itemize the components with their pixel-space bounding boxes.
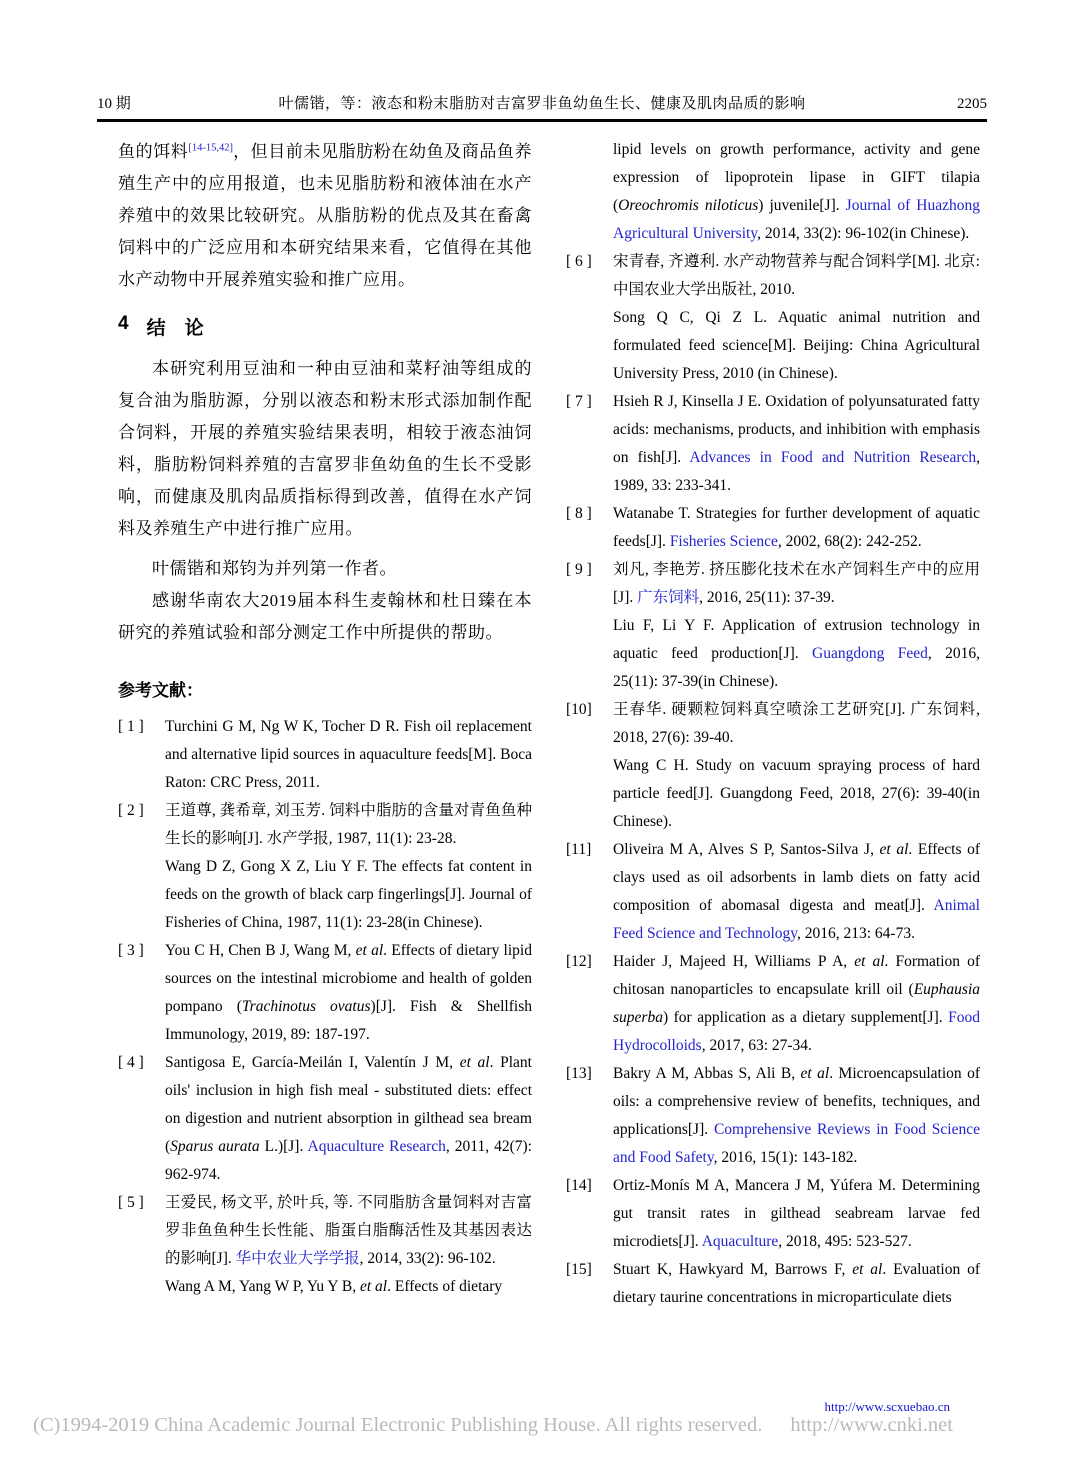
text-segment: . Formation of chitosan nanoparticles to encapsulate krill oil ( bbox=[613, 953, 980, 998]
reference-citation bbox=[613, 388, 980, 500]
text-segment: Wang C H. Study on vacuum spraying process of hard particle feed[J]. Guangdong Feed, 2018, 27(6): 39-40(in Chinese). bbox=[613, 757, 980, 830]
reference-number: [11] bbox=[566, 841, 592, 858]
reference-item bbox=[566, 388, 980, 500]
text-segment: L.)[J]. bbox=[259, 1138, 308, 1155]
reference-citation bbox=[165, 797, 532, 853]
text-segment: Bakry A M, Abbas S, Ali B, bbox=[613, 1065, 801, 1082]
copyright-footer bbox=[33, 1414, 953, 1437]
text-segment: Oreochromis niloticus bbox=[618, 197, 759, 214]
reference-citation bbox=[613, 136, 980, 248]
reference-item bbox=[566, 696, 980, 836]
text-segment: Euphausia superba bbox=[613, 981, 980, 1026]
acknowledgment-note: 感谢华南农大2019届本科生麦翰林和杜日臻在本研究的养殖试验和部分测定工作中所提供的帮助。 bbox=[118, 591, 532, 642]
reference-body bbox=[165, 1049, 532, 1189]
reference-body bbox=[613, 1256, 980, 1312]
journal-link[interactable]: Aquaculture Research bbox=[307, 1138, 446, 1155]
reference-number: [13] bbox=[566, 1065, 592, 1082]
reference-citation bbox=[165, 1273, 532, 1301]
text-segment: 王春华. 硬颗粒饲料真空喷涂工艺研究[J]. 广东饲料, 2018, 27(6): 39-40. bbox=[613, 701, 980, 746]
reference-item bbox=[566, 1256, 980, 1312]
reference-number: [ 7 ] bbox=[566, 393, 592, 410]
text-segment: . Effects of dietary lipid sources on the intestinal microbiome and health of golden pompano ( bbox=[165, 942, 532, 1015]
reference-item bbox=[566, 948, 980, 1060]
reference-citation bbox=[613, 1256, 980, 1312]
text-segment: , 2016, 213: 64-73. bbox=[797, 925, 915, 942]
text-segment: Oliveira M A, Alves S P, Santos-Silva J, bbox=[613, 841, 880, 858]
reference-body bbox=[613, 500, 980, 556]
reference-citation bbox=[165, 853, 532, 937]
reference-number: [ 3 ] bbox=[118, 942, 144, 959]
reference-citation bbox=[613, 248, 980, 304]
reference-body bbox=[613, 1172, 980, 1256]
reference-item bbox=[566, 556, 980, 696]
reference-number: [ 4 ] bbox=[118, 1054, 144, 1071]
reference-item bbox=[118, 713, 532, 797]
text-segment: Sparus aurata bbox=[170, 1138, 260, 1155]
text-segment: 王爱民, 杨文平, 於叶兵, 等. 不同脂肪含量饲料对吉富罗非鱼鱼种生长性能、脂蛋白脂酶活性及其基因表达的影响[J]. bbox=[165, 1194, 532, 1267]
reference-item bbox=[566, 836, 980, 948]
reference-citation bbox=[165, 1049, 532, 1189]
reference-number: [15] bbox=[566, 1261, 592, 1278]
reference-citation bbox=[165, 713, 532, 797]
text-segment: et al bbox=[459, 1054, 490, 1071]
text-segment: , 2011, 42(7): 962-974. bbox=[165, 1138, 532, 1183]
text-segment: . Evaluation of dietary taurine concentrations in microparticulate diets bbox=[613, 1261, 980, 1306]
reference-body bbox=[613, 696, 980, 836]
reference-body bbox=[613, 836, 980, 948]
journal-link[interactable]: Guangdong Feed bbox=[812, 645, 928, 662]
reference-item bbox=[118, 937, 532, 1049]
journal-link[interactable]: Comprehensive Reviews in Food Science and Food Safety bbox=[613, 1121, 980, 1166]
reference-citation bbox=[613, 556, 980, 612]
journal-link[interactable]: 华中农业大学学报 bbox=[235, 1250, 360, 1267]
reference-body bbox=[165, 797, 532, 937]
text-segment: 鱼的饵料 bbox=[118, 142, 189, 161]
text-segment: Hsieh R J, Kinsella J E. Oxidation of polyunsaturated fatty acids: mechanisms, products, and inhibition with emphasis on fish[J]. bbox=[613, 393, 980, 466]
reference-item bbox=[566, 1172, 980, 1256]
section-number: 4 bbox=[118, 313, 129, 334]
reference-body bbox=[165, 1189, 532, 1301]
text-segment: Haider J, Majeed H, Williams P A, bbox=[613, 953, 855, 970]
text-segment: , 2016, 15(1): 143-182. bbox=[713, 1149, 858, 1166]
reference-citation bbox=[613, 304, 980, 388]
running-title: 叶儒锴，等：液态和粉末脂肪对吉富罗非鱼幼鱼生长、健康及肌肉品质的影响 bbox=[278, 96, 806, 112]
reference-item bbox=[566, 500, 980, 556]
reference-body bbox=[613, 388, 980, 500]
text-segment: , 2017, 63: 27-34. bbox=[701, 1037, 812, 1054]
reference-body bbox=[613, 556, 980, 696]
text-segment: ) for application as a dietary supplement[J]. bbox=[662, 1009, 949, 1026]
text-segment: , 1989, 33: 233-341. bbox=[613, 449, 981, 494]
text-segment: Turchini G M, Ng W K, Tocher D R. Fish oil replacement and alternative lipid sources in aquaculture feeds[M]. Boca Raton: CRC Press, 2011. bbox=[165, 718, 532, 791]
journal-link[interactable]: Advances in Food and Nutrition Research bbox=[689, 449, 977, 466]
reference-number: [12] bbox=[566, 953, 592, 970]
text-segment: , 2016, 25(11): 37-39(in Chinese). bbox=[613, 645, 981, 690]
references-heading: 参考文献： bbox=[118, 681, 203, 700]
reference-number: [ 2 ] bbox=[118, 802, 144, 819]
text-segment: Watanabe T. Strategies for further development of aquatic feeds[J]. bbox=[613, 505, 980, 550]
text-segment: ，但目前未见脂肪粉在幼鱼及商品鱼养殖生产中的应用报道，也未见脂肪粉和液体油在水产养殖中的效果比较研究。从脂肪粉的优点及其在畜禽饲料中的广泛应用和本研究结果来看，它值得在其他水产动物中开展养殖实验和推广应用。 bbox=[118, 142, 533, 289]
text-segment: Liu F, Li Y F. Application of extrusion technology in aquatic feed production[J]. bbox=[613, 617, 980, 662]
reference-citation bbox=[613, 1060, 980, 1172]
text-segment: , 2002, 68(2): 242-252. bbox=[777, 533, 922, 550]
journal-link[interactable]: Aquaculture bbox=[701, 1233, 779, 1250]
reference-item bbox=[566, 248, 980, 388]
reference-item bbox=[118, 797, 532, 937]
reference-citation bbox=[613, 752, 980, 836]
text-segment: )[J]. Fish & Shellfish Immunology, 2019, 89: 187-197. bbox=[165, 998, 532, 1043]
reference-citation bbox=[613, 500, 980, 556]
text-segment: Song Q C, Qi Z L. Aquatic animal nutrition and formulated feed science[M]. Beijing: China Agricultural University Press, 2010 (in Chinese). bbox=[613, 309, 980, 382]
text-segment: Trachinotus ovatus bbox=[241, 998, 371, 1015]
reference-citation bbox=[613, 1172, 980, 1256]
conclusion-paragraph: 本研究利用豆油和一种由豆油和菜籽油等组成的复合油为脂肪源，分别以液态和粉末形式添加制作配合饲料，开展的养殖实验结果表明，相较于液态油饲料，脂肪粉饲料养殖的吉富罗非鱼幼鱼的生长不受影响，而健康及肌肉品质指标得到改善，值得在水产饲料及养殖生产中进行推广应用。 bbox=[118, 359, 532, 538]
text-segment: Wang A M, Yang W P, Yu Y B, bbox=[165, 1278, 360, 1295]
body-paragraph-continuation bbox=[118, 136, 532, 296]
reference-body bbox=[613, 136, 980, 248]
left-column bbox=[118, 136, 532, 1301]
text-segment: ) juvenile[J]. bbox=[758, 197, 846, 214]
reference-number: [ 6 ] bbox=[566, 253, 592, 270]
reference-number: [ 5 ] bbox=[118, 1194, 144, 1211]
citation-superscript[interactable]: [14-15,42] bbox=[188, 142, 233, 154]
reference-list-left bbox=[118, 713, 532, 1301]
reference-citation bbox=[613, 696, 980, 752]
reference-citation bbox=[613, 836, 980, 948]
text-segment: You C H, Chen B J, Wang M, bbox=[165, 942, 356, 959]
journal-link[interactable]: Food Hydrocolloids bbox=[613, 1009, 980, 1054]
page-number: 2205 bbox=[957, 96, 987, 112]
text-segment: . Plant oils' inclusion in high fish meal - substituted diets: effect on digestion and nutrient absorption in gilthead sea bream ( bbox=[165, 1054, 532, 1155]
page-header bbox=[97, 92, 987, 113]
reference-citation bbox=[613, 612, 980, 696]
text-segment: Stuart K, Hawkyard M, Barrows F, bbox=[613, 1261, 853, 1278]
reference-citation bbox=[165, 937, 532, 1049]
reference-number: [ 8 ] bbox=[566, 505, 592, 522]
text-segment: et al bbox=[355, 942, 384, 959]
scxuebao-link[interactable]: http://www.scxuebao.cn bbox=[824, 1399, 950, 1414]
reference-body bbox=[613, 248, 980, 388]
reference-body bbox=[613, 1060, 980, 1172]
text-segment: 王道尊, 龚希章, 刘玉芳. 饲料中脂肪的含量对青鱼鱼种生长的影响[J]. 水产学报, 1987, 11(1): 23-28. bbox=[165, 802, 532, 847]
text-segment: et al bbox=[854, 953, 885, 970]
issue-label: 10 期 bbox=[97, 96, 131, 112]
text-segment: Wang D Z, Gong X Z, Liu Y F. The effects fat content in feeds on the growth of black carp fingerlings[J]. Journal of Fisheries of China, 1987, 11(1): 23-28(in Chinese). bbox=[165, 858, 532, 931]
author-note: 叶儒锴和郑钧为并列第一作者。 bbox=[152, 559, 397, 578]
text-segment: et al bbox=[359, 1278, 388, 1295]
reference-citation bbox=[613, 948, 980, 1060]
journal-link[interactable]: Journal of Huazhong Agricultural University bbox=[613, 197, 980, 242]
reference-item bbox=[118, 1189, 532, 1301]
text-segment: 刘凡, 李艳芳. 挤压膨化技术在水产饲料生产中的应用[J]. bbox=[613, 561, 980, 606]
section-heading bbox=[118, 313, 532, 340]
reference-item bbox=[566, 136, 980, 248]
text-segment: Ortiz-Monís M A, Mancera J M, Yúfera M. Determining gut transit rates in gilthead seabream larvae fed microdiets[J]. bbox=[613, 1177, 980, 1250]
journal-link[interactable]: Fisheries Science bbox=[669, 533, 778, 550]
text-segment: . Effects of dietary bbox=[387, 1278, 503, 1295]
text-segment: , 2014, 33(2): 96-102(in Chinese). bbox=[757, 225, 970, 242]
section-title: 结 论 bbox=[146, 318, 204, 339]
text-segment: Santigosa E, García-Meilán I, Valentín J M, bbox=[165, 1054, 460, 1071]
reference-body bbox=[165, 937, 532, 1049]
reference-body bbox=[165, 713, 532, 797]
reference-body bbox=[613, 948, 980, 1060]
reference-number: [ 9 ] bbox=[566, 561, 592, 578]
reference-item bbox=[118, 1049, 532, 1189]
text-segment: . Effects of clays used as oil adsorbents in lamb diets on fatty acid composition of abomasal digesta and meat[J]. bbox=[613, 841, 980, 914]
reference-citation bbox=[165, 1189, 532, 1273]
text-segment: lipid levels on growth performance, activity and gene expression of lipoprotein lipase in GIFT tilapia ( bbox=[613, 141, 980, 214]
text-segment: , 2016, 25(11): 37-39. bbox=[699, 589, 835, 606]
reference-list-right bbox=[566, 136, 980, 1312]
reference-number: [14] bbox=[566, 1177, 592, 1194]
text-segment: 宋青春, 齐遵利. 水产动物营养与配合饲料学[M]. 北京: 中国农业大学出版社, 2010. bbox=[613, 253, 980, 298]
copyright-text: (C)1994-2019 China Academic Journal Electronic Publishing House. All rights reserved. bbox=[33, 1414, 763, 1436]
text-segment: et al bbox=[879, 841, 909, 858]
text-segment: , 2018, 495: 523-527. bbox=[778, 1233, 912, 1250]
header-divider bbox=[97, 119, 987, 122]
right-column bbox=[566, 136, 980, 1312]
text-segment: , 2014, 33(2): 96-102. bbox=[359, 1250, 496, 1267]
text-segment: . Microencapsulation of oils: a comprehensive review of benefits, techniques, and applications[J]. bbox=[613, 1065, 980, 1138]
text-segment: et al bbox=[800, 1065, 830, 1082]
cnki-link[interactable]: http://www.cnki.net bbox=[790, 1414, 953, 1436]
reference-number: [ 1 ] bbox=[118, 718, 144, 735]
journal-link[interactable]: 广东饲料 bbox=[637, 589, 700, 606]
reference-item bbox=[566, 1060, 980, 1172]
reference-number: [10] bbox=[566, 701, 592, 718]
text-segment: et al bbox=[852, 1261, 883, 1278]
journal-link[interactable]: Animal Feed Science and Technology bbox=[613, 897, 980, 942]
